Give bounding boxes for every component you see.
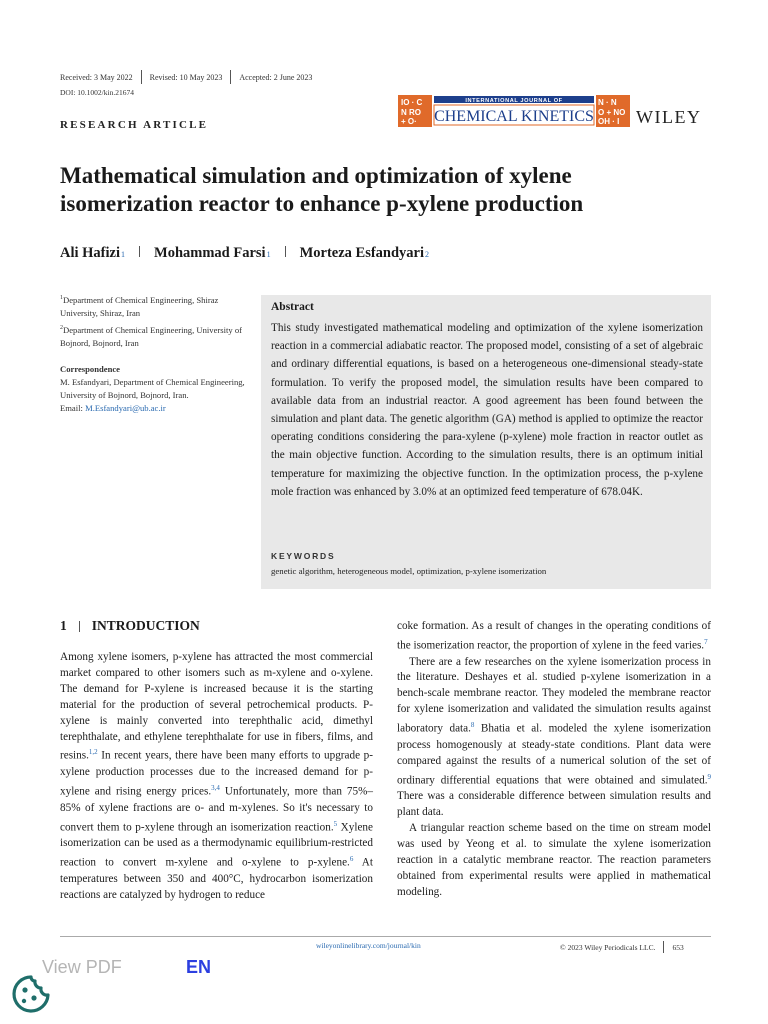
correspondence-email: Email: M.Esfandyari@ub.ac.ir bbox=[60, 403, 166, 413]
section-title: INTRODUCTION bbox=[91, 618, 200, 633]
doi: DOI: 10.1002/kin.21674 bbox=[60, 88, 134, 97]
citation-link[interactable]: 6 bbox=[349, 855, 354, 864]
author-affil-ref[interactable]: 1 bbox=[266, 250, 271, 259]
citation-link[interactable]: 1,2 bbox=[88, 748, 98, 757]
divider bbox=[79, 621, 80, 632]
view-pdf-button[interactable]: View PDF bbox=[42, 957, 122, 977]
abstract-heading: Abstract bbox=[271, 301, 314, 313]
footer-copyright: © 2023 Wiley Periodicals LLC. 653 bbox=[560, 942, 684, 952]
divider bbox=[285, 246, 286, 257]
correspondence bbox=[60, 363, 250, 415]
paragraph: A triangular reaction scheme based on the time on stream model was used by Yeong et al. to simulate the xylene isomerization reaction in a catalytic membrane reactor. The reaction parameters obtained from experimental results were applied in mathematical modeling. bbox=[397, 822, 711, 898]
journal-name-text: CHEMICAL KINETICS bbox=[434, 108, 594, 125]
citation-link[interactable]: 9 bbox=[707, 772, 711, 781]
author-list bbox=[60, 245, 429, 262]
abstract-text: This study investigated mathematical modeling and optimization of the xylene isomerization reaction in a commercial adiabatic reactor. The proposed model, consisting of a set of algebraic and ordinary differential equations, is based on a heterogeneous one-dimensional steady-state formulation. To verify the proposed model, the simulation results have been compared to available data from an industrial reactor. A good agreement has been found between the simulation and plant data. The genetic algorithm (GA) method is applied to optimize the reactor operating conditions considering the para-xylene (p-xylene) mole fraction in reactor outlet as the main objective function. According to the simulation results, there is an optimum initial temperature for maximizing the objective function. In the optimization process, the p-xylene mole fraction was enhanced by 3.0% at an optimized feed temperature of 678.04K. bbox=[271, 322, 703, 498]
correspondence-heading: Correspondence bbox=[60, 364, 120, 374]
paragraph: coke formation. As a result of changes in the operating conditions of the isomerization reactor, the proportion of xylene in the feed varies.$^7$ bbox=[397, 620, 711, 652]
section-heading bbox=[60, 618, 200, 634]
section-number: 1 bbox=[60, 618, 67, 633]
affiliation-2: $^2$Department of Chemical Engineering, University of Bojnord, Bojnord, Iran bbox=[60, 324, 242, 348]
svg-text:O + NO: O + NO bbox=[598, 108, 626, 117]
footer-rule bbox=[60, 936, 711, 937]
journal-top-text: INTERNATIONAL JOURNAL OF bbox=[465, 98, 563, 104]
svg-text:IO · C: IO · C bbox=[401, 98, 423, 107]
paper-title: Mathematical simulation and optimization of xylene isomerization reactor to enhance p-xylene production bbox=[60, 163, 584, 216]
paragraph: There are a few researches on the xylene isomerization process in the literature. Deshayes et al. studied p-xylene isomerization in a bench-scale membrane reactor. They modeled the membrane reactor for xylene isomerization and validated the simulation results against laboratory data.$^8$ Bhatia et al. modeled the xylene isomerization process homogenously at steady-state conditions. Plant data were compared against the results of a numerical solution of the set of ordinary differential equations that were obtained and simulated.$^9$ There was a considerable difference between simulation results and plant data. bbox=[397, 655, 711, 819]
citation-link[interactable]: 8 bbox=[470, 721, 475, 730]
divider bbox=[663, 941, 664, 953]
article-dates bbox=[60, 70, 312, 84]
intro-left-column bbox=[60, 650, 373, 904]
divider bbox=[141, 70, 142, 84]
author-affil-ref[interactable]: 2 bbox=[425, 250, 430, 259]
author-name: Morteza Esfandyari bbox=[299, 245, 425, 261]
citation-link[interactable]: 3,4 bbox=[211, 783, 220, 792]
intro-right-column bbox=[397, 619, 711, 901]
affiliation-1: $^1$Department of Chemical Engineering, Shiraz University, Shiraz, Iran bbox=[60, 294, 219, 318]
author-name: Ali Hafizi bbox=[60, 245, 121, 261]
email-link[interactable]: M.Esfandyari@ub.ac.ir bbox=[85, 403, 166, 413]
author-name: Mohammad Farsi bbox=[154, 245, 266, 261]
page-number: 653 bbox=[672, 942, 684, 952]
svg-text:+ O·: + O· bbox=[401, 117, 417, 126]
publisher-logo: WILEY bbox=[636, 107, 702, 127]
accepted-date: Accepted: 2 June 2023 bbox=[239, 72, 313, 82]
journal-url-link[interactable]: wileyonlinelibrary.com/journal/kin bbox=[316, 941, 421, 950]
paragraph: Among xylene isomers, p-xylene has attracted the most commercial market compared to other isomers such as m-xylene and o-xylene. The demand for P-xylene is increased because it is the starting material for the production of several petrochemical products. P-xylene is mainly converted into terephthalic acid, dimethyl terephthalate, and ethylene terephthalate for use in fibers, films, and resins.$^{1,2}$ In recent years, there have been many efforts to upgrade p-xylene production processes due to the increased demand for p-xylene and rising energy prices.$^{3,4}$ Unfortunately, more than 75%–85% of xylene fractions are o- and m-xylenes. So it's necessary to convert them to p-xylene through an isomerization reaction.$^5$ Xylene isomerization can be used as a thermodynamic equilibrium-restricted reaction to convert m-xylene and o-xylene to p-xylene.$^6$ At temperatures between 350 and 400°C, hydrocarbon isomerization reactions are catalyzed by hydrogen to reduce bbox=[60, 651, 373, 901]
citation-link[interactable]: 7 bbox=[704, 637, 708, 646]
citation-link[interactable]: 5 bbox=[333, 819, 338, 828]
svg-text:N · N: N · N bbox=[598, 98, 617, 107]
divider bbox=[230, 70, 231, 84]
revised-date: Revised: 10 May 2023 bbox=[149, 72, 223, 82]
svg-text:N RO: N RO bbox=[401, 108, 421, 117]
keywords: genetic algorithm, heterogeneous model, optimization, p-xylene isomerization bbox=[271, 566, 547, 576]
article-type: RESEARCH ARTICLE bbox=[60, 119, 209, 131]
divider bbox=[139, 246, 140, 257]
language-toggle[interactable]: EN bbox=[186, 957, 212, 977]
cookie-icon[interactable] bbox=[10, 973, 52, 1015]
received-date: Received: 3 May 2022 bbox=[60, 72, 133, 82]
journal-logo bbox=[398, 95, 630, 127]
author-affil-ref[interactable]: 1 bbox=[121, 250, 126, 259]
keywords-heading: KEYWORDS bbox=[271, 551, 336, 561]
svg-text:OH · I: OH · I bbox=[598, 117, 620, 126]
correspondence-address: M. Esfandyari, Department of Chemical Engineering, University of Bojnord, Bojnord, Iran. bbox=[60, 377, 245, 400]
